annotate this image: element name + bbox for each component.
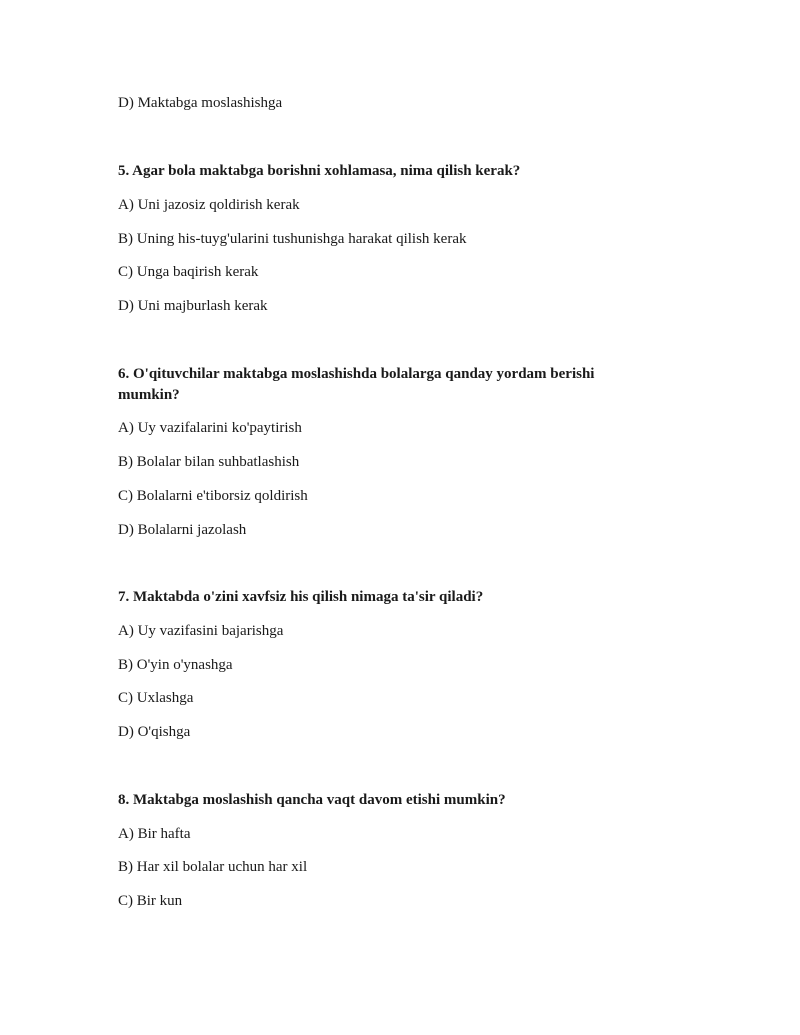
q5-option-d: D) Uni majburlash kerak [118,298,268,314]
q7-option-a: A) Uy vazifasini bajarishga [118,623,284,639]
question-7: 7. Maktabda o'zini xavfsiz his qilish nimaga ta'sir qiladi? [118,589,484,605]
q8-option-c: C) Bir kun [118,893,183,909]
q6-option-c: C) Bolalarni e'tiborsiz qoldirish [118,488,308,504]
question-6-line1: 6. O'qituvchilar maktabga moslashishda bolalarga qanday yordam berishi [118,366,595,382]
q6-option-d: D) Bolalarni jazolash [118,522,247,538]
option-d-q4: D) Maktabga moslashishga [118,95,283,111]
question-8: 8. Maktabga moslashish qancha vaqt davom etishi mumkin? [118,792,506,808]
q5-option-b: B) Uning his-tuyg'ularini tushunishga harakat qilish kerak [118,231,467,247]
q6-option-a: A) Uy vazifalarini ko'paytirish [118,420,302,436]
q8-option-b: B) Har xil bolalar uchun har xil [118,859,308,875]
q5-option-a: A) Uni jazosiz qoldirish kerak [118,197,300,213]
q8-option-a: A) Bir hafta [118,826,191,842]
q5-option-c: C) Unga baqirish kerak [118,264,259,280]
q6-option-b: B) Bolalar bilan suhbatlashish [118,454,300,470]
q7-option-c: C) Uxlashga [118,690,194,706]
q7-option-b: B) O'yin o'ynashga [118,657,233,673]
question-6-line2: mumkin? [118,387,180,403]
question-5: 5. Agar bola maktabga borishni xohlamasa, nima qilish kerak? [118,163,521,179]
q7-option-d: D) O'qishga [118,724,191,740]
